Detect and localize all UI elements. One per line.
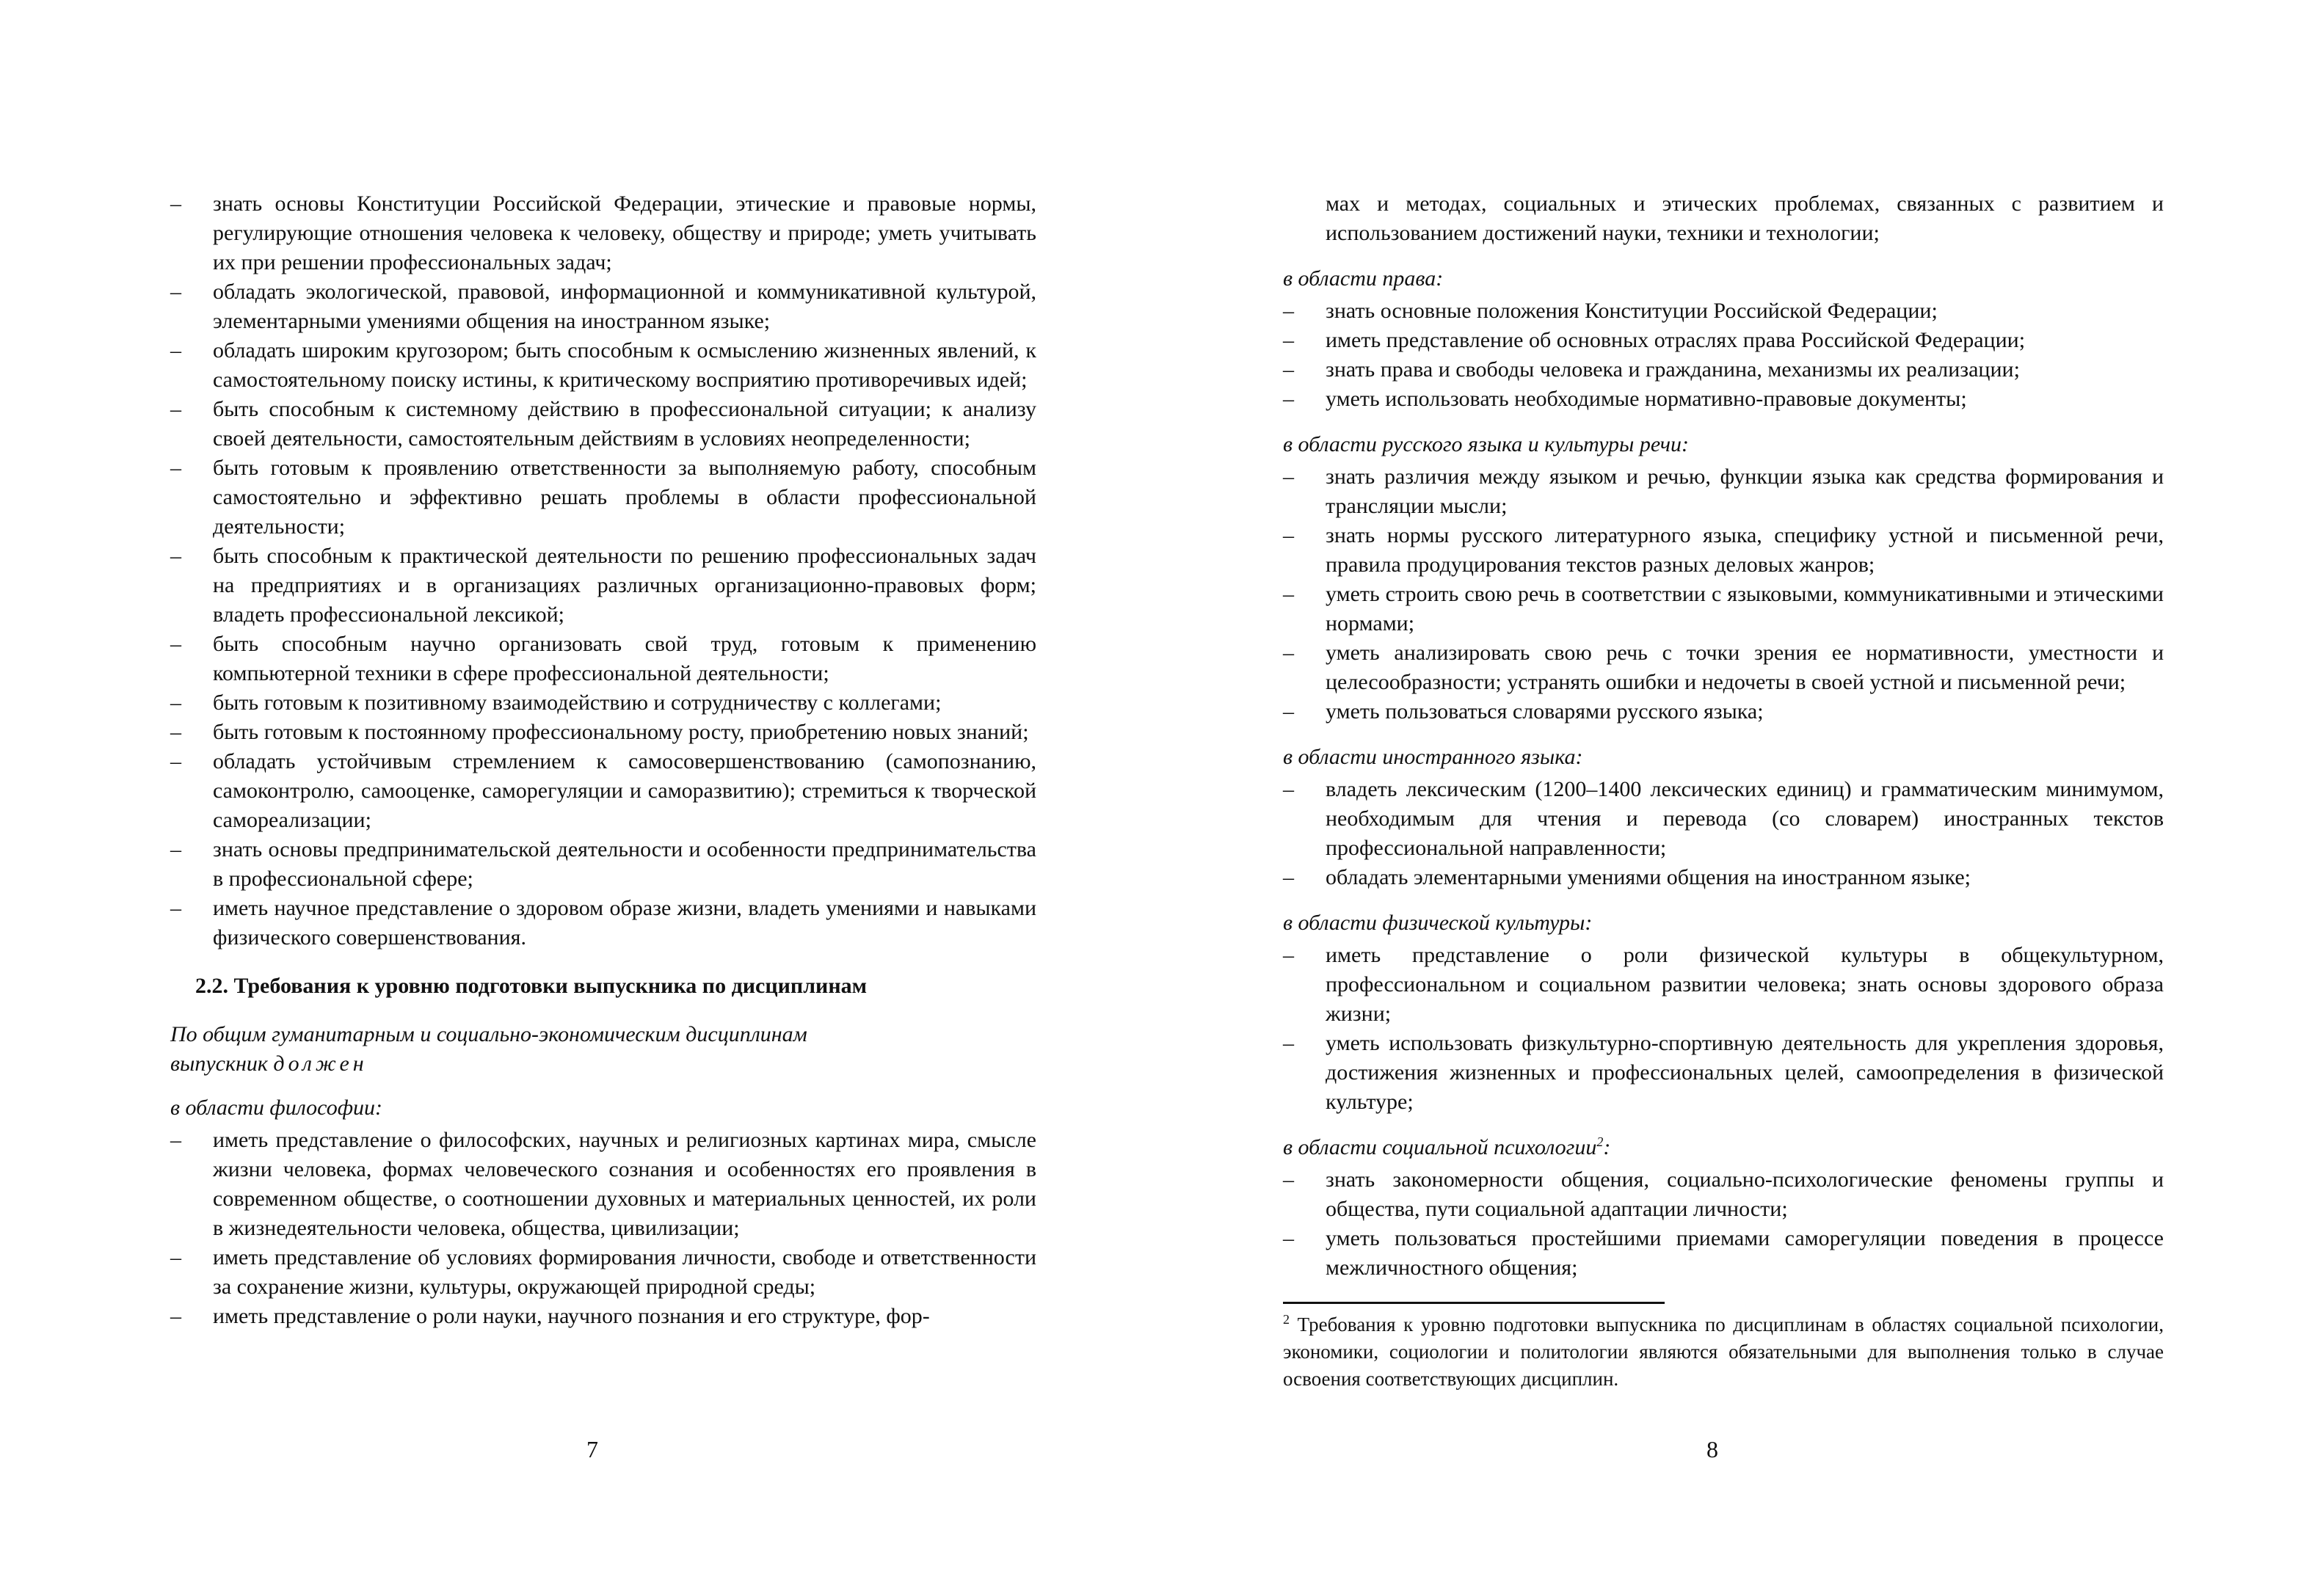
list-item: – уметь строить свою речь в соответствии с языковыми, коммуникативными и этическими нормами; [1283, 580, 2164, 638]
list-item: – уметь пользоваться простейшими приемами саморегуляции поведения в процессе межличностного общения; [1283, 1224, 2164, 1283]
page-number: 8 [1706, 1436, 1718, 1462]
list-item: – быть способным к практической деятельности по решению профессиональных задач на предприятиях и в организациях различных организационно-правовых форм; владеть профессиональной лексикой; [170, 542, 1036, 630]
list-item: – знать закономерности общения, социально-психологические феномены группы и общества, пути социальной адаптации личности; [1283, 1165, 2164, 1224]
list-item: – иметь научное представление о здоровом образе жизни, владеть умениями и навыками физического совершенствования. [170, 894, 1036, 952]
list-item: – уметь использовать необходимые нормативно-правовые документы; [1283, 385, 2164, 414]
intro-spaced-word: должен [273, 1052, 368, 1076]
list-item: – иметь представление о роли физической культуры в общекультурном, профессиональном и социальном развитии человека; знать основы здорового образа жизни; [1283, 941, 2164, 1029]
philosophy-heading: в области философии: [170, 1096, 382, 1120]
law-heading: в области права: [1283, 266, 1444, 291]
right-page [1283, 0, 2164, 1462]
list-item: – обладать широким кругозором; быть способным к осмыслению жизненных явлений, к самостоятельному поиску истины, к критическому восприятию противоречивых идей; [170, 336, 1036, 395]
philosophy-list [170, 1126, 1036, 1331]
intro-text [170, 1020, 1036, 1079]
list-item: – быть готовым к проявлению ответственности за выполняемую работу, способным самостоятельно и эффективно решать проблемы в области профессиональной деятельности; [170, 453, 1036, 542]
footnote-ref: 2 [1596, 1134, 1604, 1149]
footnote-text: Требования к уровню подготовки выпускника по дисциплинам в областях социальной психологии, экономики, социологии и политологии являются обязательными для выполнения только в случае освоения соответствующих дисциплин. [1283, 1313, 2164, 1390]
physical-culture-list [1283, 941, 2164, 1117]
law-list [1283, 296, 2164, 414]
list-item: – иметь представление о философских, научных и религиозных картинах мира, смысле жизни человека, формах человеческого сознания и особенностях его проявления в современном обществе, о соотношении духовных и материальных ценностей, их роли в жизнедеятельности человека, общества, цивилизации; [170, 1126, 1036, 1243]
list-item: – обладать устойчивым стремлением к самосовершенствованию (самопознанию, самоконтролю, самооценке, саморегуляции и саморазвитию); стремиться к творческой самореализации; [170, 747, 1036, 835]
section-heading: 2.2. Требования к уровню подготовки выпускника по дисциплинам [195, 974, 868, 998]
social-heading-text: в области социальной психологии [1283, 1135, 1597, 1159]
list-item: – обладать элементарными умениями общения на иностранном языке; [1283, 863, 2164, 892]
list-item: – знать нормы русского литературного языка, специфику устной и письменной речи, правила продуцирования текстов разных деловых жанров; [1283, 521, 2164, 580]
foreign-language-heading: в области иностранного языка: [1283, 745, 1583, 769]
russian-list [1283, 462, 2164, 726]
list-item: – уметь анализировать свою речь с точки зрения ее нормативности, уместности и целесообразности; устранять ошибки и недочеты в своей устной и письменной речи; [1283, 638, 2164, 697]
list-item: – владеть лексическим (1200–1400 лексических единиц) и грамматическим минимумом, необходимым для чтения и перевода (со словарем) иностранных текстов профессиональной направленности; [1283, 775, 2164, 863]
list-item: – знать основы Конституции Российской Федерации, этические и правовые нормы, регулирующие отношения человека к человеку, обществу и природе; уметь учитывать их при решении профессиональных задач; [170, 189, 1036, 277]
page-number: 7 [586, 1436, 598, 1462]
intro-line-2 [170, 1049, 1036, 1079]
physical-culture-heading: в области физической культуры: [1283, 911, 1593, 935]
social-psychology-heading [1283, 1133, 2164, 1162]
list-item: – быть способным научно организовать свой труд, готовым к применению компьютерной техники в сфере профессиональной деятельности; [170, 630, 1036, 688]
footnote [1283, 1311, 2164, 1393]
list-item: – иметь представление об основных отраслях права Российской Федерации; [1283, 326, 2164, 355]
list-item: – быть способным к системному действию в профессиональной ситуации; к анализу своей деятельности, самостоятельным действиям в условиях неопределенности; [170, 395, 1036, 453]
list-item: – знать основные положения Конституции Российской Федерации; [1283, 296, 2164, 326]
general-requirements-list [170, 189, 1036, 952]
list-item: – быть готовым к постоянному профессиональному росту, приобретению новых знаний; [170, 718, 1036, 747]
intro-line-1: По общим гуманитарным и социально-экономическим дисциплинам [170, 1022, 807, 1046]
left-page [170, 0, 1036, 1462]
russian-heading: в области русского языка и культуры речи: [1283, 432, 1690, 456]
social-psychology-list [1283, 1165, 2164, 1283]
list-item: – быть готовым к позитивному взаимодействию и сотрудничеству с коллегами; [170, 688, 1036, 718]
continuation-text: мах и методах, социальных и этических проблемах, связанных с развитием и использованием достижений науки, техники и технологии; [1326, 192, 2164, 245]
list-item: – знать права и свободы человека и гражданина, механизмы их реализации; [1283, 355, 2164, 385]
list-item: – иметь представление о роли науки, научного познания и его структуре, фор- [170, 1302, 1036, 1331]
footnote-mark: 2 [1283, 1312, 1290, 1327]
list-item: – уметь использовать физкультурно-спортивную деятельность для укрепления здоровья, достижения жизненных и профессиональных целей, самоопределения в физической культуре; [1283, 1029, 2164, 1117]
social-heading-suffix: : [1603, 1135, 1611, 1159]
list-item: – знать основы предпринимательской деятельности и особенности предпринимательства в профессиональной сфере; [170, 835, 1036, 894]
list-item: – знать различия между языком и речью, функции языка как средства формирования и трансляции мысли; [1283, 462, 2164, 521]
intro-prefix: выпускник [170, 1052, 268, 1076]
list-item: – обладать экологической, правовой, информационной и коммуникативной культурой, элементарными умениями общения на иностранном языке; [170, 277, 1036, 336]
foreign-language-list [1283, 775, 2164, 892]
list-item: – иметь представление об условиях формирования личности, свободе и ответственности за сохранение жизни, культуры, окружающей природной среды; [170, 1243, 1036, 1302]
list-item: – уметь пользоваться словарями русского языка; [1283, 697, 2164, 726]
footnote-divider [1283, 1302, 1665, 1304]
